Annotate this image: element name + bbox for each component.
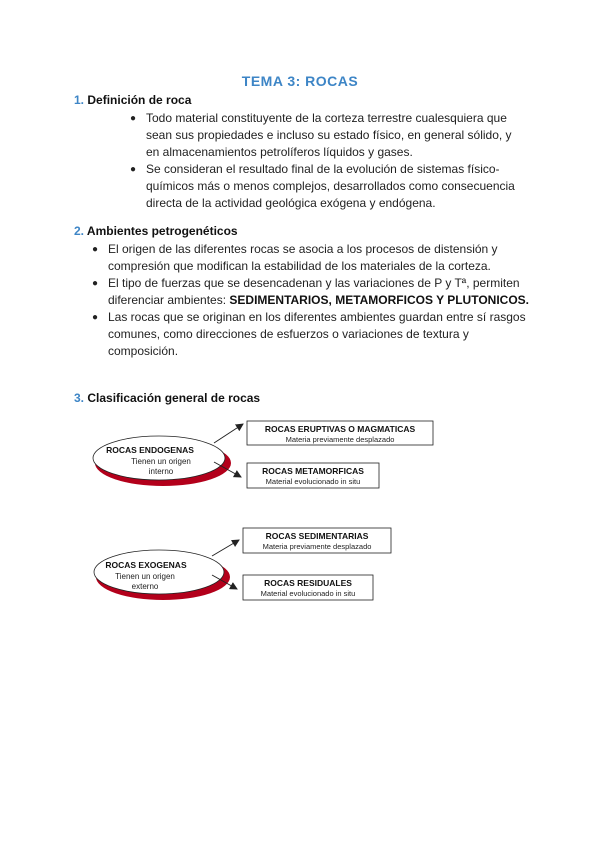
oval-title: ROCAS ENDOGENAS <box>106 445 194 455</box>
oval-subtitle-2: externo <box>131 582 159 591</box>
oval-subtitle-1: Tienen un origen <box>115 572 175 581</box>
arrow-to-eruptivas <box>214 424 243 443</box>
box-subtitle: Material evolucionado in situ <box>260 589 356 598</box>
section-number: 1. <box>74 93 85 107</box>
section-title: Definición de roca <box>87 93 192 107</box>
bullet-text: Las rocas que se originan en los diferentes ambientes guardan entre sí rasgos comunes, como direcciones de esfuerzos o variaciones de textura y composición. <box>108 310 526 358</box>
box-title: ROCAS RESIDUALES <box>264 578 352 588</box>
bullet-text: Se consideran el resultado final de la evolución de sistemas físico-químicos más o menos complejos, desarrollados como consecuencia directa de la actividad geológica exógena y endógena. <box>146 162 515 210</box>
bullet-icon: ● <box>130 164 137 175</box>
bullet-text: Todo material constituyente de la corteza terrestre cualesquiera que sean sus propiedades e incluso su estado físico, en general sólido, y en almacenamientos petrolíferos líquidos y gases. <box>146 111 512 159</box>
oval-subtitle-2: interno <box>148 467 174 476</box>
bullet-icon: ● <box>130 113 137 124</box>
section-number: 2. <box>74 224 85 238</box>
bullet-text-plain: El tipo de fuerzas que se desencadenan y las variaciones de P y Tª, permiten diferenciar ambientes: <box>108 276 520 307</box>
section-number: 3. <box>74 391 85 405</box>
diagram-group-exogenas <box>94 528 391 600</box>
box-subtitle: Materia previamente desplazado <box>262 542 372 551</box>
diagram-group-endogenas <box>93 421 433 488</box>
bullet-icon: ● <box>92 244 99 255</box>
arrow-to-sedimentarias <box>212 540 239 556</box>
bullet-icon: ● <box>92 312 99 323</box>
box-title: ROCAS ERUPTIVAS O MAGMATICAS <box>264 424 416 434</box>
bullet-text-bold: SEDIMENTARIOS, METAMORFICOS Y PLUTONICOS. <box>229 293 529 307</box>
section-title: Clasificación general de rocas <box>87 391 261 405</box>
oval-subtitle-1: Tienen un origen <box>131 457 191 466</box>
bullet-text: El origen de las diferentes rocas se asocia a los procesos de distensión y compresión que modifican la estabilidad de los materiales de la corteza. <box>108 242 498 273</box>
section-title: Ambientes petrogenéticos <box>86 224 238 238</box>
box-subtitle: Material evolucionado in situ <box>265 477 361 486</box>
box-title: ROCAS SEDIMENTARIAS <box>265 531 369 541</box>
page-title: TEMA 3: ROCAS <box>241 73 359 89</box>
bullet-icon: ● <box>92 278 99 289</box>
box-title: ROCAS METAMORFICAS <box>262 466 364 476</box>
oval-title: ROCAS EXOGENAS <box>105 560 187 570</box>
box-subtitle: Materia previamente desplazado <box>285 435 395 444</box>
